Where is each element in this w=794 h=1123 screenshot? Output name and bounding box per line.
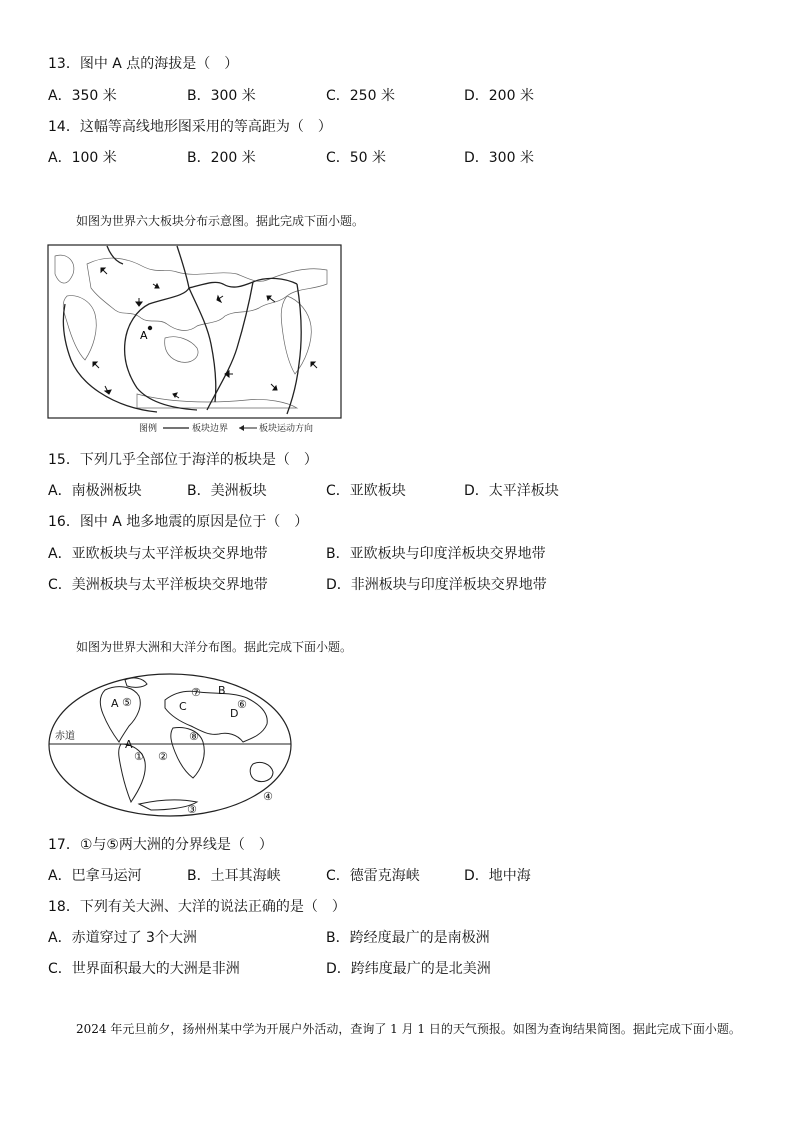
q15-option-c[interactable]: C．亚欧板块 [326,483,406,499]
q17-stem: 17．①与⑤两大洲的分界线是（ ） [48,837,273,853]
continent-map-figure [47,672,293,818]
weather-intro: 2024 年元旦前夕，扬州州某中学为开展户外活动，查询了 1 月 1 日的天气预报。如图为查询结果简图。据此完成下面小题。 [76,1022,741,1036]
legend-boundary-label: 板块边界 [192,424,229,434]
q16-option-c[interactable]: C．美洲板块与太平洋板块交界地带 [48,577,268,593]
plate-map-figure [47,244,343,436]
label-d: D [230,707,239,720]
q13-option-d[interactable]: D．200 米 [464,88,534,104]
q17-option-c[interactable]: C．德雷克海峡 [326,868,420,884]
q16-stem: 16．图中 A 地多地震的原因是位于（ ） [48,514,309,530]
q18-stem: 18．下列有关大洲、大洋的说法正确的是（ ） [48,899,346,915]
label-a-south: A [125,738,133,751]
label-circle-4: ④ [263,790,273,803]
q15-stem: 15．下列几乎全部位于海洋的板块是（ ） [48,452,318,468]
q13-option-c[interactable]: C．250 米 [326,88,395,104]
label-circle-2: ② [158,750,168,763]
q13-option-a[interactable]: A．350 米 [48,88,117,104]
q18-option-d[interactable]: D．跨纬度最广的是北美洲 [326,961,491,977]
label-c: C [179,700,187,713]
q14-option-b[interactable]: B．200 米 [187,150,256,166]
q14-option-d[interactable]: D．300 米 [464,150,534,166]
q16-option-d[interactable]: D．非洲板块与印度洋板块交界地带 [326,577,547,593]
label-circle-7: ⑦ [191,686,201,699]
q14-stem: 14．这幅等高线地形图采用的等高距为（ ） [48,119,332,135]
q15-option-a[interactable]: A．南极洲板块 [48,483,142,499]
label-circle-8: ⑧ [189,730,199,743]
world-ellipse [49,674,291,816]
q18-option-a[interactable]: A．赤道穿过了 3个大洲 [48,930,197,946]
label-circle-6: ⑥ [237,698,247,711]
continents-intro: 如图为世界大洲和大洋分布图。据此完成下面小题。 [76,640,353,654]
point-a-label: A [140,329,148,342]
equator-label: 赤道 [55,731,75,742]
q17-option-d[interactable]: D．地中海 [464,868,531,884]
point-a-marker [148,326,152,330]
legend-title: 图例 [139,424,158,434]
q13-stem: 13．图中 A 点的海拔是（ ） [48,56,239,72]
label-a-north: A [111,697,119,710]
label-b: B [218,684,226,697]
q17-option-a[interactable]: A．巴拿马运河 [48,868,142,884]
label-circle-5: ⑤ [122,696,132,709]
q13-option-b[interactable]: B．300 米 [187,88,256,104]
q15-option-b[interactable]: B．美洲板块 [187,483,267,499]
plate-map-legend [139,422,313,434]
label-circle-3: ③ [187,803,197,816]
plate-map-frame [48,245,341,418]
legend-motion-label: 板块运动方向 [259,424,314,434]
q17-option-b[interactable]: B．土耳其海峡 [187,868,281,884]
q14-option-a[interactable]: A．100 米 [48,150,117,166]
q18-option-b[interactable]: B．跨经度最广的是南极洲 [326,930,490,946]
plates-intro: 如图为世界六大板块分布示意图。据此完成下面小题。 [76,214,365,228]
q14-option-c[interactable]: C．50 米 [326,150,387,166]
q15-option-d[interactable]: D．太平洋板块 [464,483,559,499]
q16-option-b[interactable]: B．亚欧板块与印度洋板块交界地带 [326,546,546,562]
q16-option-a[interactable]: A．亚欧板块与太平洋板块交界地带 [48,546,268,562]
q18-option-c[interactable]: C．世界面积最大的大洲是非洲 [48,961,240,977]
label-circle-1: ① [134,750,144,763]
